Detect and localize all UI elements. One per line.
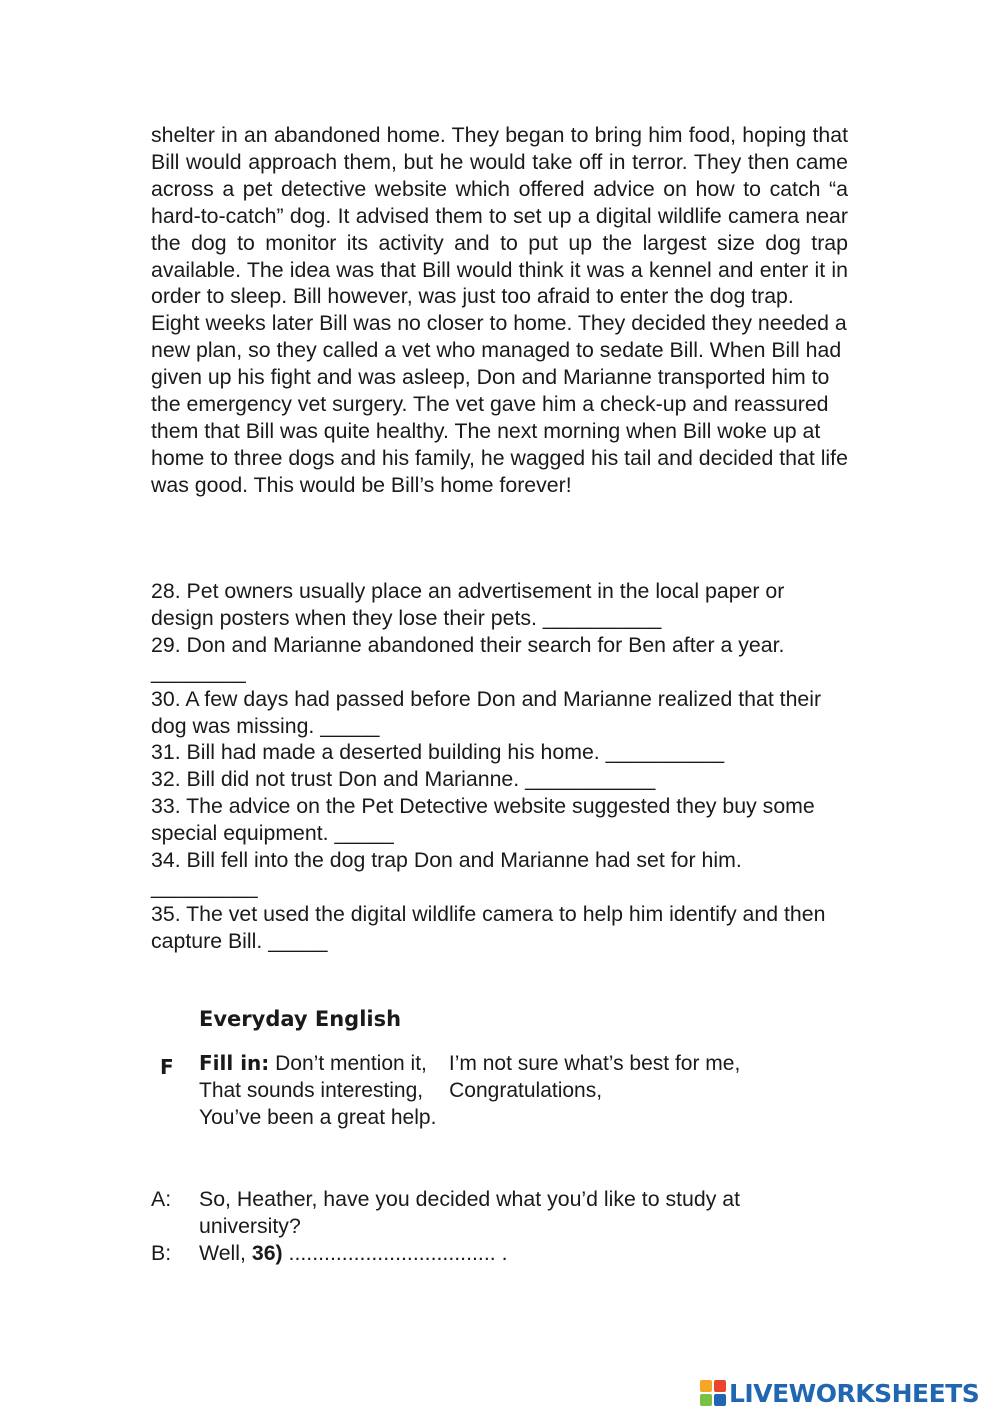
question-28: 28. Pet owners usually place an advertisement in the local paper or design posters when they lose their pets. __________: [151, 579, 785, 630]
question-30: 30. A few days had passed before Don and Marianne realized that their dog was missing. _____: [151, 686, 822, 738]
question-29: 29. Don and Marianne abandoned their search for Ben after a year. ________: [151, 632, 785, 684]
phrase: Congratulations,: [449, 1079, 603, 1102]
question-32: 32. Bill did not trust Don and Marianne. ___________: [151, 767, 656, 792]
section-heading: Everyday English: [199, 1007, 402, 1031]
dialog-line: [151, 1240, 831, 1267]
fill-in-phrases: [199, 1050, 819, 1131]
answer-blank-32[interactable]: ___________: [525, 767, 656, 792]
liveworksheets-brand: [699, 1378, 979, 1408]
story-paragraph-2: Eight weeks later Bill was no closer to home. They decided they needed a new plan, so they called a vet who managed to sedate Bill. When Bill had given up his fight and was asleep, Don and Marianne transported him to the emergency vet surgery. The vet gave him a check-up and reassured them that Bill was quite healthy. The next morning when Bill woke up at home to three dogs and his family, he wagged his tail and decided that life was good. This would be Bill’s home forever!: [151, 311, 848, 497]
speaker-label: A:: [151, 1187, 172, 1211]
task-letter: F: [160, 1055, 174, 1079]
answer-blank-35[interactable]: _____: [268, 928, 328, 953]
answer-blank-30[interactable]: _____: [320, 713, 380, 738]
dialog-text: Well, 36) ................................... .: [199, 1241, 508, 1265]
answer-blank-31[interactable]: __________: [605, 740, 725, 765]
question-33: 33. The advice on the Pet Detective website suggested they buy some special equipment. _____: [151, 794, 815, 846]
fill-in-label: Fill in:: [199, 1051, 270, 1075]
fill-line-2: [199, 1077, 819, 1104]
answer-blank-36[interactable]: ................................... .: [282, 1241, 508, 1265]
liveworksheets-logo-icon: [699, 1379, 727, 1407]
fill-line-3: [199, 1104, 819, 1131]
story-paragraph-1: shelter in an abandoned home. They began to bring him food, hoping that Bill would approach them, but he would take off in terror. They then came across a pet detective website which offered advice on how to catch “a hard-to-catch” dog. It advised them to set up a digital wildlife camera near the dog to monitor its activity and to put up the largest size dog trap available. The idea was that Bill would think it was a kennel and enter it in order to sleep. Bill however, was just too afraid to enter the dog trap.: [151, 123, 848, 309]
phrase: I’m not sure what’s best for me,: [448, 1052, 741, 1075]
question-35: 35. The vet used the digital wildlife camera to help him identify and then capture Bill. _____: [151, 901, 826, 953]
answer-blank-28[interactable]: __________: [542, 605, 662, 630]
fill-line-1: [199, 1050, 819, 1077]
question-34: 34. Bill fell into the dog trap Don and Marianne had set for him. _________: [151, 847, 848, 901]
answer-blank-33[interactable]: _____: [334, 821, 394, 846]
question-31: 31. Bill had made a deserted building his home. __________: [151, 740, 725, 765]
answer-blank-29[interactable]: ________: [151, 659, 246, 684]
answer-blank-34[interactable]: _________: [151, 874, 258, 899]
phrase: Don’t mention it,: [275, 1052, 427, 1075]
dialog: [151, 1186, 831, 1267]
dialog-text: So, Heather, have you decided what you’d like to study at university?: [199, 1187, 741, 1238]
dialog-line: [151, 1186, 831, 1240]
item-number: 36): [251, 1241, 283, 1265]
true-false-questions: [151, 578, 848, 955]
brand-name: LIVEWORKSHEETS: [729, 1378, 980, 1408]
speaker-label: B:: [151, 1241, 172, 1265]
story-text: [151, 122, 848, 499]
phrase: That sounds interesting,: [199, 1079, 424, 1102]
phrase: You’ve been a great help.: [199, 1106, 437, 1129]
